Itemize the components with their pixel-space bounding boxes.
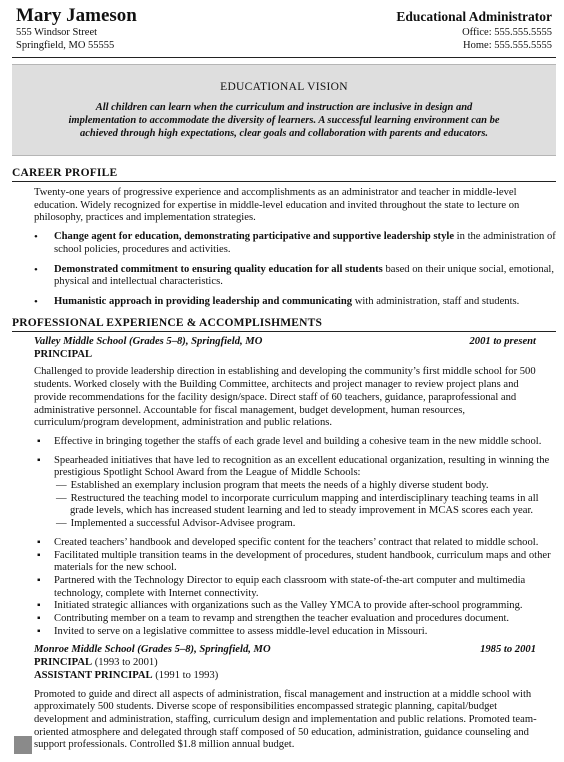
sub-item: — Established an exemplary inclusion program that meets the needs of a highly diverse student body. (56, 480, 489, 492)
job-title: PRINCIPAL (34, 348, 93, 360)
header-divider (12, 57, 556, 58)
list-item: ▪ Effective in bringing together the staffs of each grade level and building a cohesive team in the new middle school. (12, 436, 556, 449)
section-divider (12, 331, 556, 332)
job-header-valley (12, 336, 556, 349)
employer: Monroe Middle School (Grades 5–8), Springfield, MO (34, 644, 271, 656)
employer: Valley Middle School (Grades 5–8), Springfield, MO (34, 336, 263, 347)
section-divider (12, 181, 556, 182)
job-summary: Promoted to guide and direct all aspects of administration, fiscal management and instruction at a middle school with approximately 500 students. Diverse scope of responsibilities encompassed strategic planning, capital/budget development and administration, staffing, curriculum design and implementation and public relations. Promoted team-oriented atmosphere and delegated through staff composed of 50 education, administration, guidance counseling and support professionals. Controlled $1.8 million annual budget. (34, 688, 537, 751)
list-item: ▪ Contributing member on a team to revamp and strengthen the teacher evaluation and procedures document. (12, 613, 556, 626)
profile-summary: Twenty-one years of progressive experience and accomplishments as an administrator and teacher in middle-level education. Widely recognized for expertise in middle-level education and invited throughout the state to lecture on philosophy, practices and implementation strategies. (34, 187, 520, 224)
office-phone: Office: 555.555.5555 (462, 27, 552, 38)
list-item: ▪ Invited to serve on a legislative committee to assess middle-level education in Missouri. (12, 626, 556, 639)
job-accomplishments-more (12, 537, 556, 639)
list-item: • Demonstrated commitment to ensuring quality education for all students based on their unique social, emotional, physical and intellectual characteristics. (12, 264, 556, 289)
home-phone: Home: 555.555.5555 (463, 40, 552, 51)
page-corner-mark (14, 736, 32, 754)
experience-section (12, 317, 556, 752)
list-item: • Humanistic approach in providing leadership and communicating with administration, staff and students. (12, 296, 556, 309)
vision-statement: All children can learn when the curriculum and instruction are inclusive in design and implementation to accommodate the diversity of learners. A successful learning environment can be achieved through high expectations, clear goals and collaboration with parents and educators. (68, 102, 500, 139)
vision-box (12, 64, 556, 156)
candidate-name: Mary Jameson (16, 5, 137, 26)
contact-right (396, 9, 552, 52)
list-item: ▪ Spearheaded initiatives that have led to recognition as an excellent educational organization, resulting in winning the prestigious Spotlight School Award from the League of Middle Schools: (12, 455, 556, 480)
sub-item: — Restructured the teaching model to incorporate curriculum mapping and interdisciplinary teaching teams in all (56, 492, 539, 504)
job-title: ASSISTANT PRINCIPAL (1991 to 1993) (34, 669, 219, 681)
job-header-monroe (12, 644, 556, 657)
sub-item: — Implemented a successful Advisor-Advisee program. (56, 518, 296, 530)
profile-bullets (12, 231, 556, 309)
sub-item-continued: grade levels, which has increased student learning and led to steady improvement in MCAS scores each year. (70, 505, 534, 517)
section-title: PROFESSIONAL EXPERIENCE & ACCOMPLISHMENTS (12, 317, 323, 329)
list-item: • Change agent for education, demonstrating participative and supportive leadership style in the administration of school policies, procedures and activities. (12, 231, 556, 256)
career-profile-section (12, 167, 556, 316)
job-summary: Challenged to provide leadership direction in establishing and developing the community’s first middle school for 500 students. Worked closely with the Building Committee, architects and project manager to review project plans and provide recommendations for the facility design/space. Direct staff of 60 teachers, guidance, paraprofessional and administrative personnel. Accountable for fiscal management, budget development, human resources, curriculum/program development, administration and public relations. (34, 366, 536, 429)
list-item: ▪ Initiated strategic alliances with organizations such as the Valley YMCA to provide after-school programming. (12, 600, 556, 613)
target-role: Educational Administrator (396, 9, 552, 24)
city-state-zip: Springfield, MO 55555 (16, 40, 115, 51)
list-item: ▪ Facilitated multiple transition teams in the development of procedures, student handbook, curriculum maps and other materials for the new school. (12, 550, 556, 575)
job-dates: 2001 to present (469, 336, 536, 347)
job-accomplishments (12, 436, 556, 480)
street-address: 555 Windsor Street (16, 27, 98, 38)
list-item: ▪ Partnered with the Technology Director to equip each classroom with state-of-the-art computer and multimedia technology, complete with Internet connectivity. (12, 575, 556, 600)
list-item: ▪ Created teachers’ handbook and developed specific content for the teachers’ contract that related to middle school. (12, 537, 556, 550)
vision-title: EDUCATIONAL VISION (220, 81, 348, 93)
job-dates: 1985 to 2001 (480, 644, 536, 656)
job-title: PRINCIPAL (1993 to 2001) (34, 657, 158, 669)
contact-left (16, 6, 137, 52)
section-title: CAREER PROFILE (12, 167, 118, 179)
